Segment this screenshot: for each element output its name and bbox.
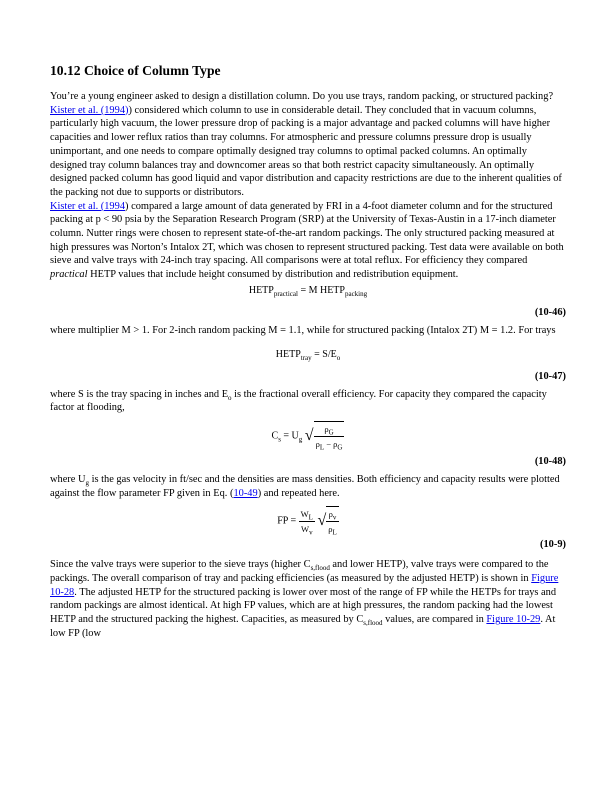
equation-10-47 — [50, 348, 566, 384]
equation-link-10-49[interactable]: 10-49 — [233, 487, 258, 499]
figure-link-10-28[interactable]: Figure 10-28 — [50, 573, 559, 598]
citation-link-kister-1994[interactable]: Kister et al. (1994) — [50, 104, 129, 116]
equation-formula: $HETP_{tray} = S/E_o$ — [275, 348, 341, 362]
equation-formula: $HETP_{practical} = M$ $HETP_{packing}$ — [248, 284, 368, 298]
figure-link-10-29[interactable]: Figure 10-29 — [486, 614, 541, 626]
equation-number: (10-46) — [534, 306, 566, 318]
equation-10-9 — [50, 506, 566, 552]
paragraph-gas-velocity: where $U_g$ is the gas velocity in ft/sec and the densities are mass densities. Both efficiency and capacity results were plotted against the flow parameter FP given in Eq. (10-49) and repeated here. — [50, 473, 560, 499]
equation-number: (10-48) — [534, 455, 566, 467]
paragraph-kister-2: Kister et al. (1994) compared a large amount of data generated by FRI in a 4-foot diameter column and for the structured packing at p < 90 psia by the Separation Research Program (SRP) at the University of Texas-Austin in a 17-inch diameter column. Nutter rings were chosen to represent state-of-the-art random packings. The only structured packing measured at high pressures was Norton’s Intalox 2T, which was chosen to represent structured packing. Test data were available on both sieve and valve trays with 24-inch tray spacing. All comparisons were at total reflux. For efficiency they compared practical HETP values that include height consumed by distribution and redistribution equipment. — [50, 200, 564, 281]
density-fraction: $\frac{\rho_G}{\rho_L - \rho_G}$ — [315, 423, 343, 452]
equation-number: (10-47) — [534, 370, 566, 382]
paragraph-valve-trays: Since the valve trays were superior to the sieve trays (higher $C_{s,flood}$ and lower HETP), valve trays were compared to the packings. The overall comparison of tray and packing efficiencies (as measured by the adjusted HETP) is shown in Figure 10-28. The adjusted HETP for the structured packing is lower over most of the range of FP while the HETPs for trays and random packings are almost identical. At high FP values, which are at high pressures, the random packing had the lowest HETP and the structured packing the highest. Capacities, as measured by $C_{s,flood}$ values, are compared in Figure 10-29. At low FP (low — [50, 559, 559, 639]
equation-10-48 — [50, 421, 566, 469]
square-root: √ $\frac{\rho_G}{\rho_L - \rho_G}$ — [305, 421, 345, 451]
density-ratio: $\frac{\rho_v}{\rho_L}$ — [328, 509, 337, 538]
equation-number: (10-9) — [540, 539, 566, 551]
paragraph-intro: You’re a young engineer asked to design a distillation column. Do you use trays, random packing, or structured packing? — [50, 91, 554, 102]
paragraph-kister-1: Kister et al. (1994)) considered which column to use in considerable detail. They concluded that in vacuum columns, particularly high vacuum, the lower pressure drop of packing is a major advantage and packed columns will have higher capacities and lower reflux ratios than tray columns. For atmospheric and pressure columns pressure drop is usually unimportant, and one needs to compare optimally designed tray columns to optimal packed columns. An optimally designed tray column balances tray and downcomer areas so that both restrict capacity simultaneously. An optimally designed packed column has good liquid and vapor distribution and capacity restrictions are due to the inherent qualities of the packing not due to supports or distributors. — [50, 104, 562, 198]
paragraph-multiplier: where multiplier M > 1. For 2-inch random packing M = 1.1, while for structured packing (Intalox 2T) M = 1.2. For trays — [50, 324, 556, 336]
equation-formula: FP = $\frac{W_L}{W_v}$ √ $\frac{\rho_v}{\rho_L}$ — [50, 506, 566, 536]
flow-fraction: $\frac{W_L}{W_v}$ — [300, 508, 313, 537]
document-page — [50, 62, 566, 641]
square-root: √ $\frac{\rho_v}{\rho_L}$ — [317, 506, 338, 536]
paragraph-tray-spacing: where S is the tray spacing in inches and $E_o$ is the fractional overall efficiency. For capacity they compared the capacity factor at flooding, — [50, 388, 547, 414]
equation-formula: $C_s = U_g$ √ $\frac{\rho_G}{\rho_L - \rho_G}$ — [50, 421, 566, 451]
equation-10-46 — [50, 284, 566, 320]
section-title: 10.12 Choice of Column Type — [50, 63, 221, 78]
citation-link-kister-1994-b[interactable]: Kister et al. (1994 — [50, 200, 126, 212]
